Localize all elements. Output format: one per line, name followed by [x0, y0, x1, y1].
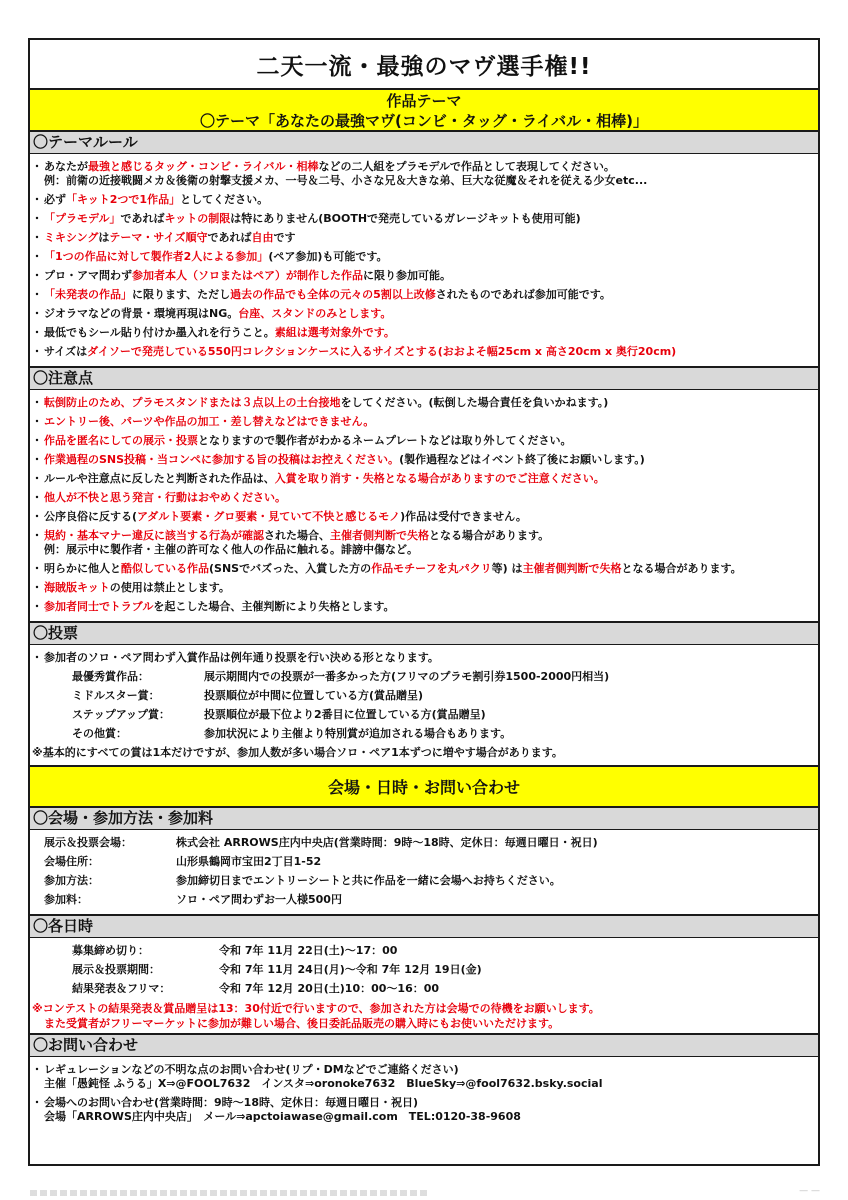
highlight-text: 「1つの作品に対して製作者2人による参加」 [44, 250, 269, 263]
list-item [30, 193, 818, 207]
row-value: 令和 7年 11月 24日(月)～令和 7年 12月 19日(金) [219, 963, 482, 976]
contact-line1: レギュレーションなどの不明な点のお問い合わせ(リプ・DMなどでご連絡ください) [44, 1063, 459, 1076]
body-text: 公序良俗に反する( [44, 510, 138, 523]
bullet: ・ [31, 600, 43, 613]
body-text: としてください。 [180, 193, 269, 206]
list-item-text [44, 562, 818, 576]
highlight-text: 入賞を取り消す・失格となる場合がありますのでご注意ください。 [274, 472, 605, 485]
highlight-text: 自由 [251, 231, 274, 244]
voting-heading: 〇投票 [30, 621, 818, 645]
list-item [30, 212, 818, 226]
info-row [30, 893, 818, 907]
highlight-text: 他人が不快と思う発言・行動はおやめください。 [44, 491, 286, 504]
highlight-text: テーマ・サイズ順守 [109, 231, 208, 244]
row-value: 投票順位が最下位より2番目に位置している方(賞品贈呈) [204, 708, 486, 721]
highlight-text: 作品モチーフを丸パクリ [371, 562, 492, 575]
bullet: ・ [31, 510, 43, 523]
bullet: ・ [31, 581, 43, 594]
venue-band: 会場・日時・お問い合わせ [30, 765, 818, 808]
info-row [30, 708, 818, 722]
list-item [30, 472, 818, 486]
body-text: されたものであれば参加可能です。 [435, 288, 611, 301]
footer-faint-text [30, 1190, 430, 1196]
info-row [30, 670, 818, 684]
notes-heading: 〇注意点 [30, 366, 818, 390]
venue-rows [30, 830, 818, 914]
list-item-text [44, 269, 818, 283]
list-item-text [44, 510, 818, 524]
list-item [30, 269, 818, 283]
list-item [30, 529, 818, 557]
body-text: を起こした場合、主催判断により失格とします。 [153, 600, 395, 613]
bullet: ・ [31, 231, 43, 244]
highlight-text: 参加者本人（ソロまたはペア）が制作した作品 [132, 269, 363, 282]
body-text: (SNSでバズった、入賞した方の [209, 562, 372, 575]
highlight-text: 素組は選考対象外です。 [274, 326, 395, 339]
list-item [30, 581, 818, 595]
bullet: ・ [31, 345, 43, 358]
list-item-text [44, 491, 818, 505]
list-item [30, 250, 818, 264]
footer-mark: — — [799, 1186, 820, 1196]
body-text: となる場合があります。 [429, 529, 550, 542]
bullet: ・ [31, 193, 43, 206]
highlight-text: 主催者側判断で失格 [522, 562, 622, 575]
list-item-text [44, 212, 818, 226]
voting-intro: ・ 参加者のソロ・ペア問わず入賞作品は例年通り投票を行い決める形となります。 [31, 651, 439, 664]
highlight-text: 最強と感じるタッグ・コンビ・ライバル・相棒 [88, 160, 319, 173]
row-value: 参加状況により主催より特別賞が追加される場合もあります。 [204, 727, 512, 740]
body-text: 最低でもシール貼り付けか墨入れを行うこと。 [44, 326, 275, 339]
highlight-text: 台座、スタンドのみとします。 [238, 307, 392, 320]
list-item-text [44, 472, 818, 486]
list-item-text [44, 160, 818, 188]
list-item-text [44, 434, 818, 448]
voting-section [30, 645, 818, 765]
theme-band-theme: 〇テーマ「あなたの最強マヴ(コンビ・タッグ・ライバル・相棒)」 [200, 112, 648, 130]
highlight-text: 「プラモデル」 [44, 212, 121, 225]
bullet: ・ [31, 326, 43, 339]
info-row [30, 963, 818, 977]
contact-line1: 会場へのお問い合わせ(営業時間：9時～18時、定休日：毎週日曜日・祝日) [44, 1096, 419, 1109]
body-text: に限ります、ただし [132, 288, 231, 301]
bullet: ・ [31, 562, 43, 575]
highlight-text: 海賊版キット [44, 581, 110, 594]
list-item-text [44, 326, 818, 340]
row-label: 参加方法： [44, 874, 99, 887]
row-value: 参加締切日までエントリーシートと共に作品を一緒に会場へお持ちください。 [176, 874, 561, 887]
schedule-note-line1: ※コンテストの結果発表＆賞品贈呈は13：30付近で行いますので、参加された方は会場での待機をお願いします。 [32, 1002, 600, 1015]
voting-note: ※基本的にすべての賞は1本だけですが、参加人数が多い場合ソロ・ペア1本ずつに増やす場合があります。 [32, 746, 563, 759]
list-item-text [44, 250, 818, 264]
bullet: ・ [31, 1063, 43, 1076]
flyer-sheet [28, 38, 820, 1166]
highlight-text: 過去の作品でも全体の元々の5割以上改修 [230, 288, 436, 301]
row-label: 募集締め切り： [72, 944, 149, 957]
body-text: の使用は禁止とします。 [109, 581, 230, 594]
list-item-text [44, 581, 818, 595]
schedule-heading: 〇各日時 [30, 914, 818, 938]
example-line: 例：前衛の近接戦闘メカ＆後衛の射撃支援メカ、一号＆二号、小さな兄＆大きな弟、巨大な従魔＆それを従える少女etc... [44, 174, 648, 187]
bullet: ・ [31, 212, 43, 225]
row-label: 会場住所： [44, 855, 99, 868]
highlight-text: 転倒防止のため、プラモスタンドまたは３点以上の土台接地 [44, 396, 341, 409]
row-value: 投票順位が中間に位置している方(賞品贈呈) [204, 689, 424, 702]
body-text: は [98, 231, 110, 244]
list-item [30, 600, 818, 614]
highlight-text: 主催者側判断で失格 [330, 529, 429, 542]
row-label: その他賞： [72, 727, 127, 740]
list-item-text [44, 600, 818, 614]
bullet: ・ [31, 529, 43, 542]
body-text: (製作過程などはイベント終了後にお願いします。) [399, 453, 645, 466]
contact-text [44, 1063, 818, 1091]
bullet: ・ [31, 1096, 43, 1109]
contact-list [30, 1057, 818, 1131]
highlight-text: 参加者同士でトラブル [44, 600, 154, 613]
row-value: 株式会社 ARROWS庄内中央店(営業時間：9時～18時、定休日：毎週日曜日・祝日) [176, 836, 598, 849]
bullet: ・ [31, 434, 43, 447]
list-item-text [44, 288, 818, 302]
bullet: ・ [31, 269, 43, 282]
contact-item [30, 1063, 818, 1091]
bullet: ・ [31, 491, 43, 504]
list-item [30, 326, 818, 340]
row-value: 山形県鶴岡市宝田2丁目1-52 [176, 855, 322, 868]
highlight-text: 規約・基本マナー違反に該当する行為が確認 [44, 529, 264, 542]
body-text: 必ず [44, 193, 66, 206]
body-text: サイズは [44, 345, 88, 358]
contact-heading: 〇お問い合わせ [30, 1033, 818, 1057]
contact-line2: 主催「愚鈍怪 ふうる」X⇒@FOOL7632 インスタ⇒oronoke7632 BlueSky⇒@fool7632.bsky.social [44, 1077, 603, 1090]
body-text: )作品は受付できません。 [400, 510, 527, 523]
highlight-text: ダイソーで発売している550円コレクションケースに入るサイズとする(おおよそ幅25cm x 高さ20cm x 奥行20cm) [87, 345, 677, 358]
venue-heading: 〇会場・参加方法・参加料 [30, 808, 818, 830]
row-label: ミドルスター賞： [72, 689, 160, 702]
bullet: ・ [31, 453, 43, 466]
highlight-text: アダルト要素・グロ要素・見ていて不快と感じるモノ [137, 510, 401, 523]
body-text: ジオラマなどの背景・環境再現はNG。 [44, 307, 239, 320]
list-item-text [44, 396, 818, 410]
list-item-text [44, 231, 818, 245]
body-text: であれば [120, 212, 165, 225]
body-text: となる場合があります。 [621, 562, 742, 575]
rules-heading: 〇テーマルール [30, 132, 818, 154]
list-item-text [44, 307, 818, 321]
body-text: ルールや注意点に反したと判断された作品は、 [44, 472, 275, 485]
list-item-text [44, 453, 818, 467]
schedule-rows [30, 944, 818, 996]
info-row [30, 982, 818, 996]
bullet: ・ [31, 160, 43, 173]
info-row [30, 727, 818, 741]
info-row [30, 874, 818, 888]
bullet: ・ [31, 396, 43, 409]
highlight-text: 「未発表の作品」 [44, 288, 132, 301]
list-item [30, 510, 818, 524]
schedule-note-line2: また受賞者がフリーマーケットに参加が難しい場合、後日委託品販売の購入時にもお使いいただけます。 [44, 1017, 560, 1030]
award-list [30, 670, 818, 741]
bullet: ・ [31, 250, 43, 263]
body-text: あなたが [44, 160, 88, 173]
highlight-text: 作品を匿名にしての展示・投票 [44, 434, 198, 447]
body-text: は特にありません(BOOTHで発売しているガレージキットも使用可能) [230, 212, 581, 225]
info-row [30, 944, 818, 958]
list-item [30, 434, 818, 448]
list-item [30, 562, 818, 576]
row-label: 展示＆投票期間： [72, 963, 160, 976]
list-item [30, 288, 818, 302]
contact-item [30, 1096, 818, 1124]
contact-text [44, 1096, 818, 1124]
list-item [30, 307, 818, 321]
bullet: ・ [31, 288, 43, 301]
list-item [30, 345, 818, 359]
bullet: ・ [31, 415, 43, 428]
row-label: 結果発表＆フリマ： [72, 982, 171, 995]
row-value: 令和 7年 12月 20日(土)10：00～16：00 [219, 982, 440, 995]
row-value: 展示期間内での投票が一番多かった方(フリマのプラモ割引券1500-2000円相当) [204, 670, 610, 683]
body-text: された場合、 [264, 529, 330, 542]
body-text: などの二人組をプラモデルで作品として表現してください。 [318, 160, 615, 173]
schedule-section [30, 938, 818, 1033]
rules-list [30, 154, 818, 366]
row-label: 参加料： [44, 893, 88, 906]
info-row [30, 836, 818, 850]
bullet: ・ [31, 651, 43, 664]
highlight-text: ミキシング [44, 231, 99, 244]
highlight-text: 作業過程のSNS投稿・当コンペに参加する旨の投稿はお控えください。 [44, 453, 400, 466]
highlight-text: エントリー後、パーツや作品の加工・差し替えなどはできません。 [44, 415, 375, 428]
page-title: 二天一流・最強のマヴ選手権!! [30, 40, 818, 90]
row-label: 展示＆投票会場： [44, 836, 132, 849]
example-line: 例：展示中に製作者・主催の許可なく他人の作品に触れる。誹謗中傷など。 [44, 543, 418, 556]
body-text: であれば [207, 231, 252, 244]
row-value: 令和 7年 11月 22日(土)～17：00 [219, 944, 398, 957]
theme-band [30, 90, 818, 132]
body-text: 等) は [491, 562, 523, 575]
list-item [30, 231, 818, 245]
info-row [30, 855, 818, 869]
body-text: (ペア参加)も可能です。 [268, 250, 388, 263]
highlight-text: 酷似している作品 [121, 562, 209, 575]
list-item [30, 415, 818, 429]
row-value: ソロ・ペア問わずお一人様500円 [176, 893, 342, 906]
notes-list [30, 390, 818, 621]
highlight-text: 「キット2つで1作品」 [66, 193, 181, 206]
row-label: 最優秀賞作品： [72, 670, 149, 683]
body-text: です [273, 231, 296, 244]
body-text: プロ・アマ問わず [44, 269, 132, 282]
contact-line2: 会場「ARROWS庄内中央店」 メール⇒apctoiawase@gmail.com TEL:0120-38-9608 [44, 1110, 521, 1123]
list-item [30, 396, 818, 410]
theme-band-label: 作品テーマ [386, 92, 462, 110]
list-item-text [44, 193, 818, 207]
row-label: ステップアップ賞： [72, 708, 171, 721]
list-item-text [44, 529, 818, 557]
list-item-text [44, 345, 818, 359]
list-item [30, 453, 818, 467]
bullet: ・ [31, 472, 43, 485]
info-row [30, 689, 818, 703]
body-text: となりますので製作者がわかるネームプレートなどは取り外してください。 [198, 434, 572, 447]
list-item-text [44, 415, 818, 429]
list-item [30, 491, 818, 505]
list-item [30, 160, 818, 188]
body-text: に限り参加可能。 [363, 269, 451, 282]
body-text: をしてください。(転倒した場合責任を負いかねます。) [340, 396, 609, 409]
bullet: ・ [31, 307, 43, 320]
highlight-text: キットの制限 [164, 212, 231, 225]
body-text: 明らかに他人と [44, 562, 121, 575]
